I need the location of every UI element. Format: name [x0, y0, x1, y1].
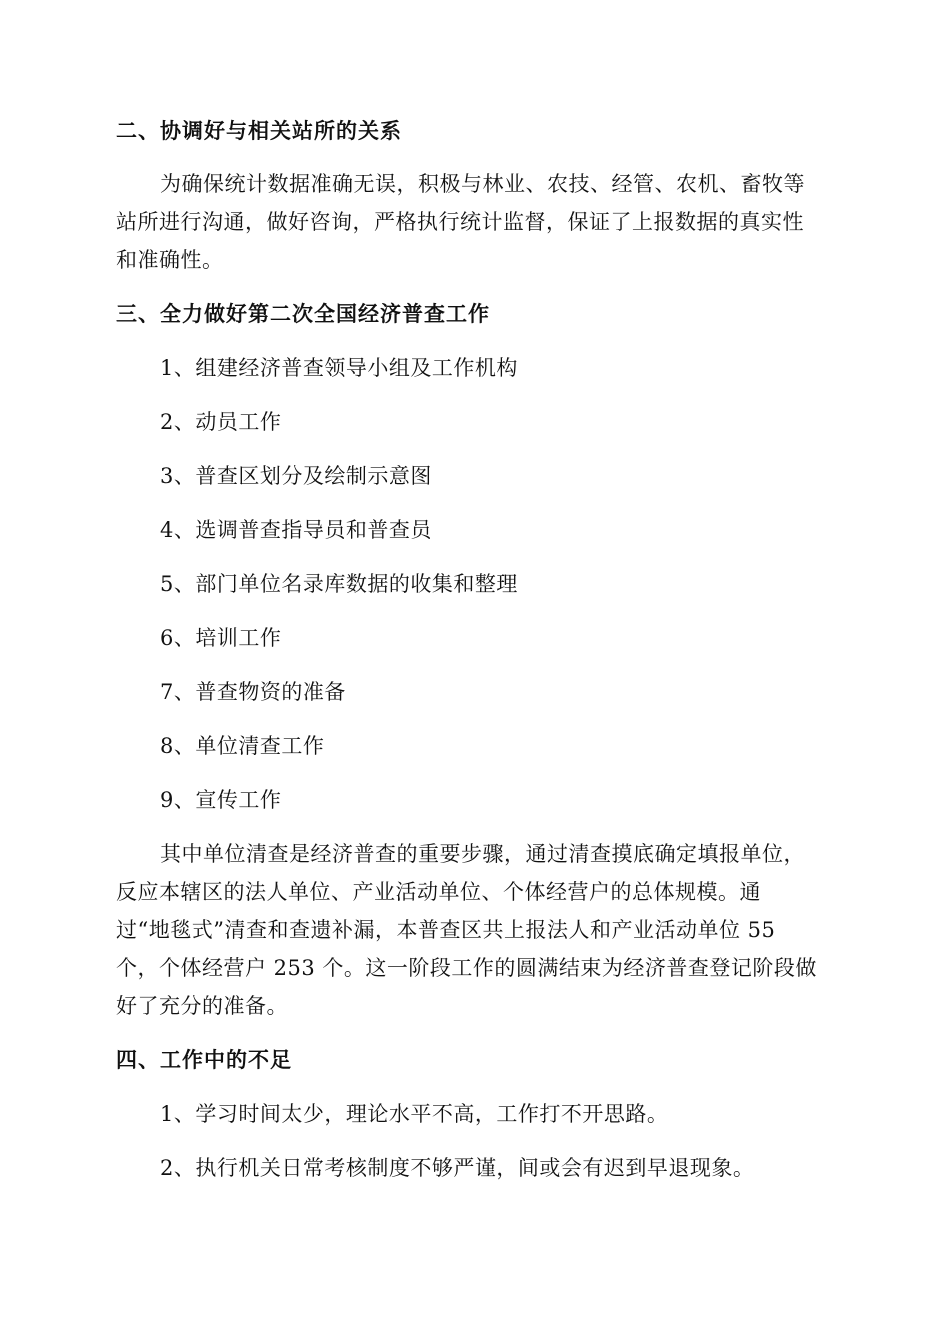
paragraph-line: 反应本辖区的法人单位、产业活动单位、个体经营户的总体规模。通 [116, 880, 761, 904]
list-item: 7、普查物资的准备 [160, 680, 346, 704]
paragraph-line: 和准确性。 [116, 248, 224, 272]
paragraph-line: 站所进行沟通，做好咨询，严格执行统计监督，保证了上报数据的真实性 [116, 210, 804, 234]
paragraph-line: 好了充分的准备。 [116, 994, 288, 1018]
list-item: 2、动员工作 [160, 410, 282, 434]
section-heading-2: 二、协调好与相关站所的关系 [116, 118, 402, 143]
list-item: 1、学习时间太少，理论水平不高，工作打不开思路。 [160, 1102, 669, 1126]
list-item: 2、执行机关日常考核制度不够严谨，间或会有迟到早退现象。 [160, 1156, 755, 1180]
list-item: 3、普查区划分及绘制示意图 [160, 464, 432, 488]
list-item: 9、宣传工作 [160, 788, 282, 812]
paragraph-line: 个，个体经营户 253 个。这一阶段工作的圆满结束为经济普查登记阶段做 [116, 956, 817, 980]
section-heading-4: 四、工作中的不足 [116, 1047, 292, 1072]
section-heading-3: 三、全力做好第二次全国经济普查工作 [116, 301, 490, 326]
paragraph-line: 过“地毯式”清查和查遗补漏，本普查区共上报法人和产业活动单位 55 [116, 918, 776, 942]
list-item: 5、部门单位名录库数据的收集和整理 [160, 572, 518, 596]
list-item: 4、选调普查指导员和普查员 [160, 518, 432, 542]
list-item: 1、组建经济普查领导小组及工作机构 [160, 356, 518, 380]
list-item: 8、单位清查工作 [160, 734, 325, 758]
list-item: 6、培训工作 [160, 626, 282, 650]
paragraph-line: 其中单位清查是经济普查的重要步骤，通过清查摸底确定填报单位， [160, 842, 805, 866]
paragraph-line: 为确保统计数据准确无误，积极与林业、农技、经管、农机、畜牧等 [160, 172, 805, 196]
